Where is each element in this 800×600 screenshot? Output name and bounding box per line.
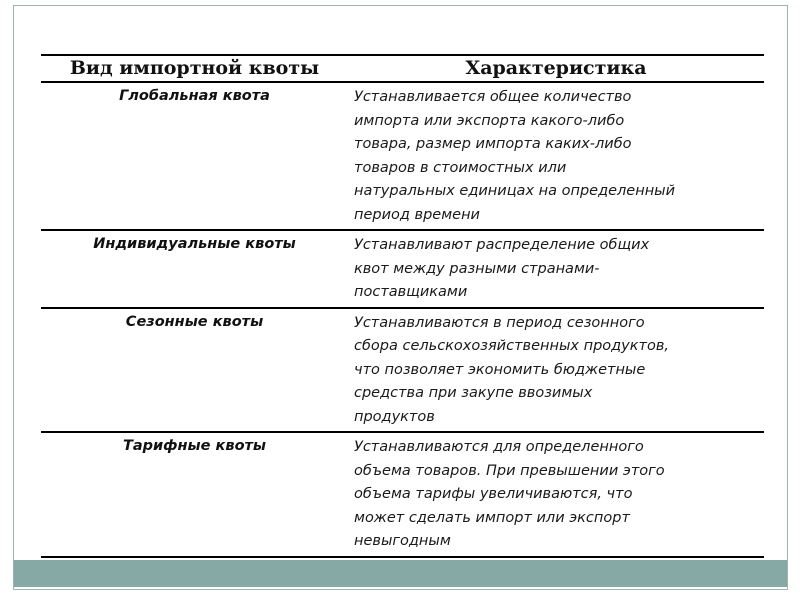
description-line: продуктов [354,408,435,425]
description-line: натуральных единицах на определенный [354,183,676,199]
table-row [41,230,764,308]
description-line: Устанавливаются для определенного [354,439,644,455]
quota-type-tariff: Тарифные квоты [41,432,348,557]
description-line: сбора сельскохозяйственных продуктов, [354,338,669,354]
description-line: товара, размер импорта каких-либо [354,136,632,152]
description-line: поставщиками [354,284,468,300]
description-line: Устанавливаются в период сезонного [354,314,645,331]
description-line: период времени [354,206,480,223]
table-header-row [41,55,764,82]
quota-description-seasonal [348,308,764,433]
import-quota-table [41,54,764,558]
quota-description-tariff [348,432,764,557]
quota-type-seasonal: Сезонные квоты [41,308,348,433]
footer-band [14,560,787,587]
header-characteristic: Характеристика [348,55,764,82]
header-quota-type: Вид импортной квоты [41,55,348,82]
description-line: может сделать импорт или экспорт [354,509,630,526]
description-line: средства при закупе ввозимых [354,385,593,401]
description-line: Устанавливают распределение общих [354,237,650,253]
quota-type-global: Глобальная квота [41,82,348,230]
description-line: импорта или экспорта какого-либо [354,112,625,129]
table-row [41,432,764,557]
description-line: объема товаров. При превышении этого [354,462,665,479]
table-row [41,308,764,433]
quota-type-individual: Индивидуальные квоты [41,230,348,308]
description-line: квот между разными странами- [354,260,600,277]
description-line: объема тарифы увеличиваются, что [354,486,633,502]
description-line: Устанавливается общее количество [354,89,632,105]
description-line: невыгодным [354,533,451,549]
quota-description-global [348,82,764,230]
description-line: товаров в стоимостных или [354,159,567,176]
description-line: что позволяет экономить бюджетные [354,361,646,378]
quota-description-individual [348,230,764,308]
table-row [41,82,764,230]
